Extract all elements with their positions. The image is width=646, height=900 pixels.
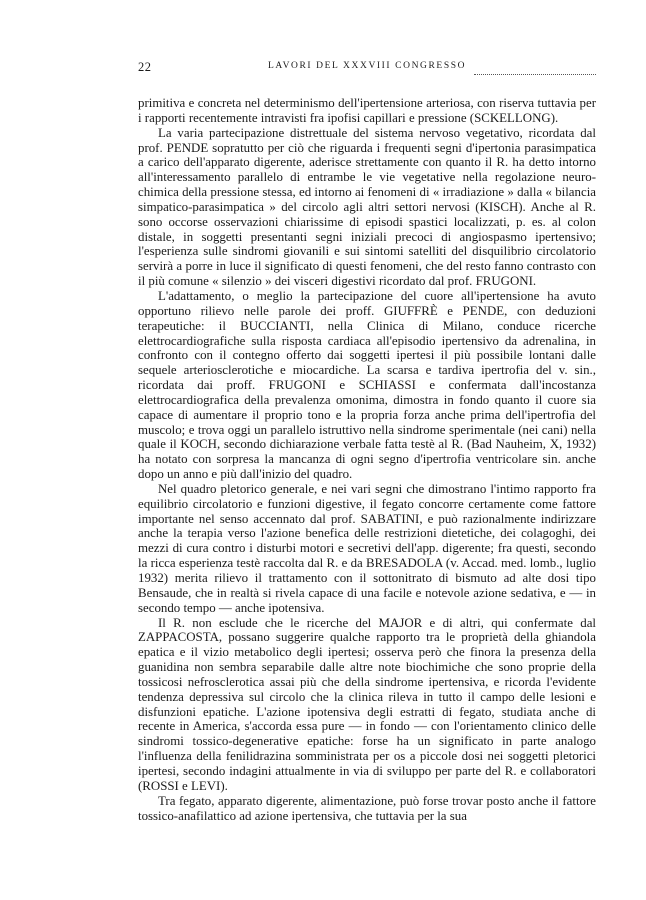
paragraph: Il R. non esclude che le ricerche del MAJOR e di altri, qui confermate dal ZAPPACOSTA, possano suggerire qualche rapporto tra le proprietà della ghiandola epatica e il vizio metabolico degli ipertesi; osserva però che finora la presenza della guanidina non sembra separabile dalle altre note biochimiche che sono proprie della tossicosi nefrosclerotica assai più che della sindrome ipertensiva, e ricorda l'evidente tendenza depressiva sul circolo che la clinica rileva in tutto il campo delle lesioni e disfunzioni epatiche. L'azione ipotensiva degli estratti di fegato, studiata anche di recente in America, s'accorda essa pure — in fondo — con l'orientamento clinico delle sindromi tossico-degenerative epatiche: forse ha un significato in parte analogo l'influenza della fenilidrazina somministrata per os a piccole dosi nei soggetti pletorici ipertesi, secondo indagini attualmente in via di sviluppo per parte del R. e collaboratori (ROSSI e LEVI). xyxy=(138,615,596,793)
paragraph: La varia partecipazione distrettuale del sistema nervoso vegetativo, ricordata dal prof. PENDE sopratutto per ciò che riguarda i frequenti segni d'ipertonia parasimpatica a carico dell'apparato digerente, aderisce strettamente con quanto il R. ha detto intorno all'interessamento parallelo di entrambe le vie vegetative nella regolazione neuro-chimica della pressione stessa, ed intorno ai fenomeni di « irradiazione » dalla « bilancia simpatico-parasimpatica » del circolo agli altri settori nervosi (KISCH). Anche al R. sono occorse osservazioni chiarissime di episodi spastici localizzati, p. es. al colon distale, in soggetti presentanti segni iniziali precoci di angiospasmo ipertensivo; l'esperienza sulle sindromi giovanili e sui sintomi satelliti del disquilibrio circolatorio servirà a porre in luce il significato di questi fenomeni, che del resto fanno contrasto con il più comune « silenzio » dei visceri digestivi ricordato dal prof. FRUGONI. xyxy=(138,125,596,289)
header-rule xyxy=(474,74,596,75)
paragraph-continues: Tra fegato, apparato digerente, alimentazione, può forse trovar posto anche il fattore tossico-anafilattico ad azione ipertensiva, che tuttavia per la sua xyxy=(138,793,596,823)
running-head: LAVORI DEL XXXVIII CONGRESSO xyxy=(267,61,467,71)
body-text xyxy=(138,96,596,823)
paragraph: Nel quadro pletorico generale, e nei vari segni che dimostrano l'intimo rapporto fra equilibrio circolatorio e funzioni digestive, il fegato concorre certamente come fattore importante nel senso accennato dal prof. SABATINI, e può razionalmente indirizzare anche la terapia verso l'azione benefica delle restrizioni dietetiche, dei colagoghi, dei mezzi di cura contro i disturbi motori e secretivi dell'app. digerente; fra questi, secondo la ricca esperienza testè raccolta dal R. e da BRESADOLA (v. Accad. med. lomb., luglio 1932) merita rilievo il trattamento con il sottonitrato di bismuto ad alte dosi tipo Bensaude, che in realtà si rivela capace di una facile e notevole azione sedativa, e — in secondo tempo — anche ipotensiva. xyxy=(138,481,596,615)
paragraph-continued: primitiva e concreta nel determinismo dell'ipertensione arteriosa, con riserva tuttavia per i rapporti recentemente intravisti fra ipofisi capillari e pressione (SCKELLONG). xyxy=(138,96,596,125)
page-header xyxy=(138,60,596,78)
page-number: 22 xyxy=(138,60,152,74)
paragraph: L'adattamento, o meglio la partecipazione del cuore all'ipertensione ha avuto opportuno rilievo nelle parole dei proff. GIUFFRÈ e PENDE, con deduzioni terapeutiche: il BUCCIANTI, nella Clinica di Milano, conduce ricerche elettrocardiografiche sulla risposta cardiaca all'episodio ipertensivo da adrenalina, in confronto con il contegno offerto dai soggetti ipertesi il più possibile lontani dalle sequele arteriosclerotiche e miocardiche. La scarsa e tardiva ipertrofia del v. sin., ricordata dai proff. FRUGONI e SCHIASSI e confermata dall'incostanza elettrocardiografica della prevalenza omonima, dimostra in fondo quanto il cuore sia capace di aumentare il proprio tono e la propria forza anche prima dell'ipertrofia del muscolo; e trova oggi un parallelo istruttivo nella sindrome sperimentale (nei cani) nella quale il KOCH, secondo dichiarazione verbale fatta testè al R. (Bad Nauheim, X, 1932) ha notato con sorpresa la mancanza di ogni segno d'ipertrofia ventricolare sin. anche dopo un anno e più dall'inizio del quadro. xyxy=(138,288,596,482)
